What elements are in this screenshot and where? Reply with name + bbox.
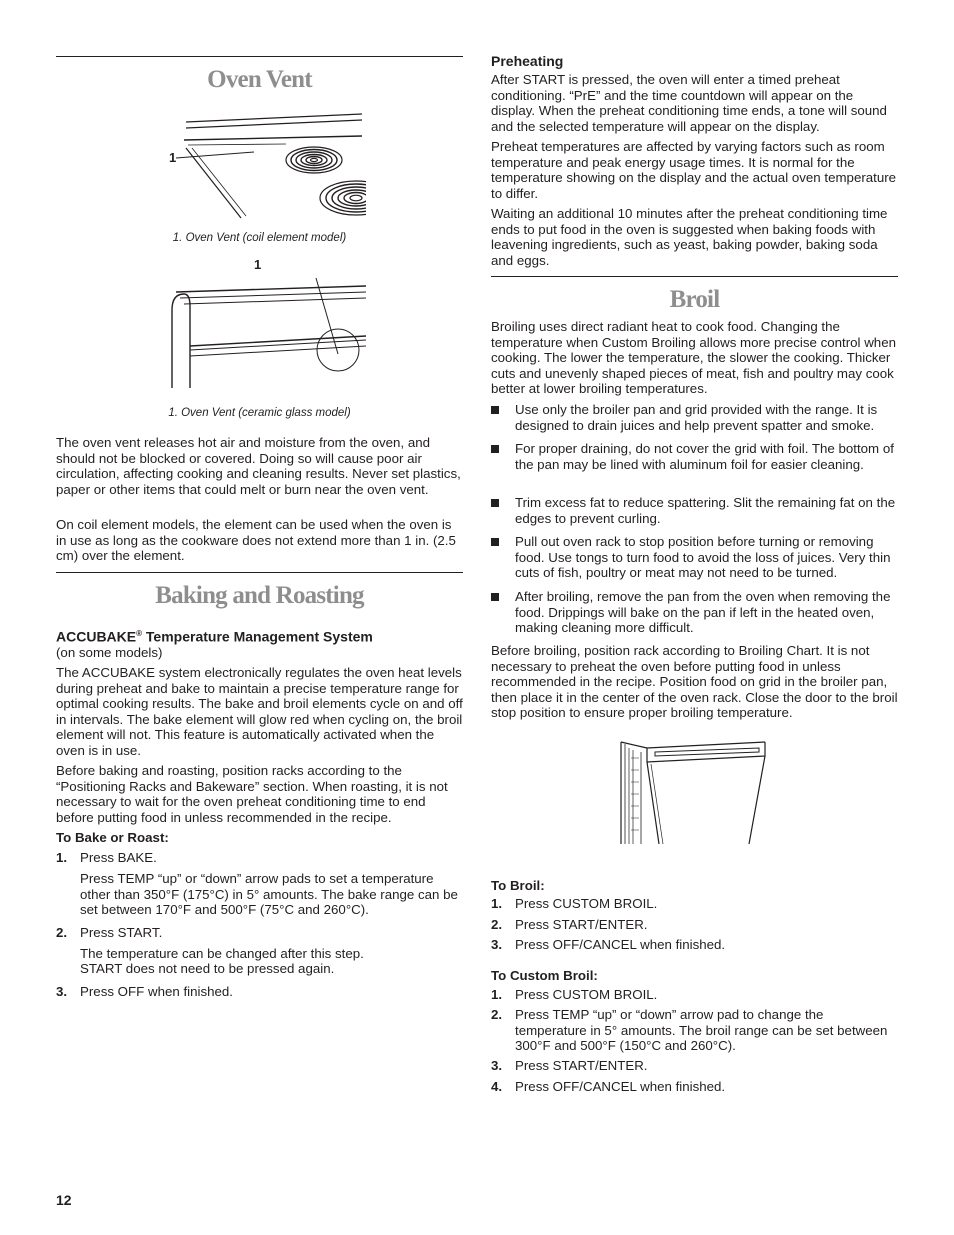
- bullet-text: Trim excess fat to reduce spattering. Slit the remaining fat on the edges to prevent curling.: [515, 495, 896, 526]
- preheating-para2: Preheat temperatures are affected by varying factors such as room temperature and peak energy usage times. It is normal for the temperature showing on the display and the actual oven temperature to differ.: [491, 139, 897, 201]
- step-number: 3.: [56, 984, 68, 999]
- ceramic-glass-illustration: [166, 270, 366, 392]
- on-some-models: (on some models): [56, 645, 163, 660]
- custom-broil-step-2: [491, 1007, 898, 1054]
- step-number: 3.: [491, 1058, 503, 1073]
- fig2-callout: 1: [254, 257, 262, 272]
- bake-step-1: [56, 850, 463, 866]
- broil-bullet: [491, 495, 898, 526]
- oven-door-broil-stop-illustration: [619, 738, 769, 846]
- section-divider: [56, 56, 463, 57]
- broil-step-3: [491, 937, 898, 953]
- broil-bullet: [491, 534, 898, 581]
- bullet-square-icon: [491, 406, 499, 414]
- bake-step-1-detail: Press TEMP “up” or “down” arrow pads to set a temperature other than 350°F (175°C) in 5° amounts. The bake range can be set between 170°F and 500°F (75°C and 260°C).: [80, 871, 458, 918]
- baking-roasting-title: Baking and Roasting: [155, 582, 364, 609]
- accubake-heading-brand: ACCUBAKE: [56, 628, 137, 645]
- oven-vent-title: Oven Vent: [207, 66, 312, 93]
- bullet-square-icon: [491, 499, 499, 507]
- custom-broil-heading: To Custom Broil:: [491, 968, 598, 983]
- step-number: 1.: [491, 896, 503, 911]
- bullet-square-icon: [491, 538, 499, 546]
- registered-mark: ®: [136, 629, 143, 638]
- baking-para2: Before baking and roasting, position racks according to the “Positioning Racks and Bakeware” section. When roasting, it is not necessary to wait for the oven preheat conditioning time to end before putting food in unless recommended in the recipe.: [56, 763, 448, 825]
- step-text: Press START/ENTER.: [515, 917, 648, 932]
- to-bake-heading: To Bake or Roast:: [56, 830, 169, 845]
- fig1-caption: 1. Oven Vent (coil element model): [172, 232, 347, 244]
- step-text: Press OFF/CANCEL when finished.: [515, 1079, 726, 1094]
- custom-broil-step-3: [491, 1058, 898, 1074]
- bake-step-2: [56, 925, 463, 941]
- bullet-text: For proper draining, do not cover the grid with foil. The bottom of the pan may be lined with aluminum foil for easier cleaning.: [515, 441, 894, 472]
- step-number: 1.: [56, 850, 68, 865]
- step-text: Press OFF/CANCEL when finished.: [515, 937, 726, 952]
- step-number: 2.: [56, 925, 68, 940]
- step-text: Press START/ENTER.: [515, 1058, 648, 1073]
- section-divider: [56, 572, 463, 573]
- step-number: 4.: [491, 1079, 503, 1094]
- accubake-para: The ACCUBAKE system electronically regulates the oven heat levels during preheat and bake to maintain a precise temperature range for optimal cooking results. The bake and broil elements cycle on and off in intervals. The bake element will glow red when cycling on, the broil element will not. This feature is automatically activated when the oven is in use.: [56, 665, 463, 758]
- oven-vent-para2: On coil element models, the element can be used when the oven is in use as long as the cookware does not extend more than 1 in. (2.5 cm) over the element.: [56, 517, 456, 564]
- custom-broil-step-1: [491, 987, 898, 1003]
- broil-step-1: [491, 896, 898, 912]
- broil-bullet: [491, 441, 898, 472]
- broil-bullet: [491, 402, 898, 433]
- preheating-para1: After START is pressed, the oven will enter a timed preheat conditioning. “PrE” and the time countdown will appear on the display. When the preheat conditioning time ends, a tone will sound and the selected temperature will appear on the display.: [491, 72, 887, 134]
- bake-step-2-detail-1: The temperature can be changed after this step.: [80, 946, 364, 961]
- bullet-text: After broiling, remove the pan from the oven when removing the food. Drippings will bake on the pan if left in the heated oven, making cleaning more difficult.: [515, 589, 891, 636]
- section-divider: [491, 276, 898, 277]
- accubake-heading: [56, 626, 463, 645]
- broil-step-2: [491, 917, 898, 933]
- preheating-heading: Preheating: [491, 53, 564, 69]
- fig2-caption: 1. Oven Vent (ceramic glass model): [168, 407, 351, 419]
- accubake-heading-rest: Temperature Management System: [142, 628, 373, 645]
- step-number: 2.: [491, 1007, 503, 1022]
- preheating-para3: Waiting an additional 10 minutes after the preheat conditioning time ends to put food in the oven is suggested when baking foods with leavening ingredients, such as yeast, baking powder, baking soda and eggs.: [491, 206, 888, 268]
- page-number: 12: [56, 1192, 72, 1208]
- to-broil-heading: To Broil:: [491, 878, 545, 893]
- step-text: Press CUSTOM BROIL.: [515, 987, 658, 1002]
- bake-step-3: [56, 984, 463, 1000]
- bullet-square-icon: [491, 593, 499, 601]
- step-text: Press BAKE.: [80, 850, 157, 865]
- fig1-callout: 1: [169, 150, 177, 165]
- step-number: 3.: [491, 937, 503, 952]
- broil-title: Broil: [669, 286, 720, 313]
- step-text: Press TEMP “up” or “down” arrow pad to change the temperature in 5° amounts. The broil range can be set between 300°F and 500°F (150°C and 260°C).: [515, 1007, 888, 1054]
- broil-para2: Before broiling, position rack according to Broiling Chart. It is not necessary to preheat the oven before putting food in unless recommended in the recipe. Position food on grid in the broiler pan, then place it in the center of the oven rack. Close the door to the broil stop position to ensure proper broiling temperature.: [491, 643, 898, 721]
- step-text: Press OFF when finished.: [80, 984, 233, 999]
- step-text: Press START.: [80, 925, 163, 940]
- step-number: 1.: [491, 987, 503, 1002]
- step-number: 2.: [491, 917, 503, 932]
- broil-bullet: [491, 589, 898, 636]
- bake-step-2-detail-2: START does not need to be pressed again.: [80, 961, 335, 976]
- oven-vent-para1: The oven vent releases hot air and moisture from the oven, and should not be blocked or covered. Doing so will cause poor air circulation, affecting cooking and cleaning results. Never set plastics, paper or other items that could melt or burn near the oven vent.: [56, 435, 461, 497]
- bullet-square-icon: [491, 445, 499, 453]
- step-text: Press CUSTOM BROIL.: [515, 896, 658, 911]
- coil-element-illustration: [166, 112, 366, 224]
- bullet-text: Pull out oven rack to stop position before turning or removing food. Use tongs to turn food to avoid the loss of juices. Very thin cuts of fish, poultry or meat may not need to be turned.: [515, 534, 891, 581]
- custom-broil-step-4: [491, 1079, 898, 1095]
- broil-intro: Broiling uses direct radiant heat to cook food. Changing the temperature when Custom Broiling allows more precise control when cooking. The lower the temperature, the slower the cooking. Thicker cuts and unevenly shaped pieces of meat, fish and poultry may cook better at lower broiling temperatures.: [491, 319, 896, 397]
- bullet-text: Use only the broiler pan and grid provided with the range. It is designed to drain juices and help prevent spatter and smoke.: [515, 402, 878, 433]
